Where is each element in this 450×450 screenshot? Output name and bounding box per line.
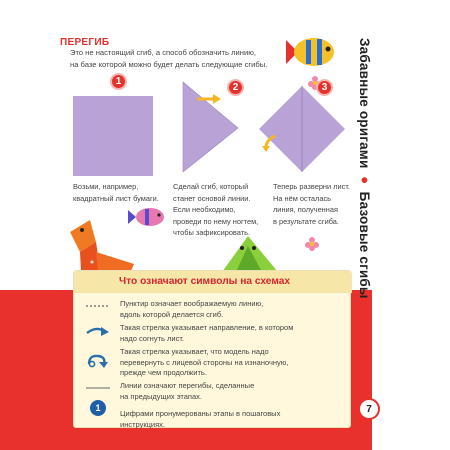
step-text-line: проведи по нему ногтем, (173, 216, 259, 226)
section-title: ПЕРЕГИБ (60, 37, 110, 48)
origami-fish-small-decoration-icon (128, 206, 166, 228)
bullet-dot-icon: ● (357, 172, 372, 188)
legend-text-line: на предыдущих этапах. (120, 391, 202, 401)
legend-text-line: вдоль которой делается сгиб. (120, 309, 224, 319)
unfold-direction-arrow-icon (262, 134, 278, 152)
flower-decoration-icon (305, 237, 319, 251)
fold-direction-arrow-icon (196, 93, 222, 105)
legend-text-line: прежде чем продолжить. (120, 368, 207, 377)
step-1-text (73, 181, 159, 204)
chapter-side-title (352, 38, 372, 298)
intro-line: Это не настоящий сгиб, а способ обозначить линию, (70, 48, 256, 57)
legend-text-line: Такая стрелка указывает направление, в котором (120, 323, 294, 332)
crease-line-icon (86, 386, 110, 390)
dashed-line-icon (86, 304, 110, 308)
step-text-line: На нём осталась (273, 193, 332, 203)
step-number-symbol: 1 (90, 400, 106, 416)
step-text-line: чтобы зафиксировать. (173, 228, 251, 237)
step-text-line: Теперь разверни лист. (273, 182, 350, 191)
chapter-title-part2: Базовые сгибы (357, 191, 372, 299)
step-text-line: квадратный лист бумаги. (73, 193, 159, 203)
right-white-margin (372, 0, 450, 450)
step-2-text (173, 181, 258, 239)
step-text-line: Возьми, например, (73, 182, 139, 191)
step-text-line: линия, полученная (273, 205, 338, 214)
step-number-2: 2 (227, 79, 244, 96)
legend-text (120, 323, 293, 344)
chapter-title-part1: Забавные оригами (357, 38, 372, 169)
legend-text-line: надо согнуть лист. (120, 333, 185, 343)
fold-arrow-icon (86, 325, 110, 337)
legend-text-line: Линии означают перегибы, сделанные (120, 381, 255, 390)
intro-text (70, 47, 310, 71)
legend-text (120, 347, 289, 379)
step-text-line: Если необходимо, (173, 205, 236, 214)
step-number-3: 3 (316, 79, 333, 96)
symbols-legend-card (73, 270, 351, 428)
legend-text-line: Цифрами пронумерованы этапы в пошаговых (120, 409, 281, 418)
unfolded-diamond-shape (257, 84, 347, 174)
page-number: 7 (358, 398, 380, 420)
legend-text (120, 409, 280, 430)
turnover-arrow-icon (86, 352, 110, 368)
step-number-1: 1 (110, 73, 127, 90)
step-text-line: станет основой линии. (173, 193, 251, 203)
legend-title: Что означают символы на схемах (119, 276, 291, 287)
step-text-line: в результате сгиба. (273, 216, 339, 226)
legend-text-line: перевернуть с лицевой стороны на изнаночную, (120, 357, 289, 367)
legend-text-line: Такая стрелка указывает, что модель надо (120, 347, 269, 356)
legend-text (120, 299, 263, 320)
step-3-text (273, 181, 350, 227)
square-paper-shape (73, 96, 153, 176)
intro-line: на базе которой можно будет делать следующие сгибы. (70, 60, 268, 69)
legend-text-line: Пунктир означает воображаемую линию, (120, 299, 264, 308)
legend-text-line: инструкциях. (120, 419, 166, 429)
step-text-line: Сделай сгиб, который (173, 182, 249, 191)
legend-text (120, 381, 254, 402)
